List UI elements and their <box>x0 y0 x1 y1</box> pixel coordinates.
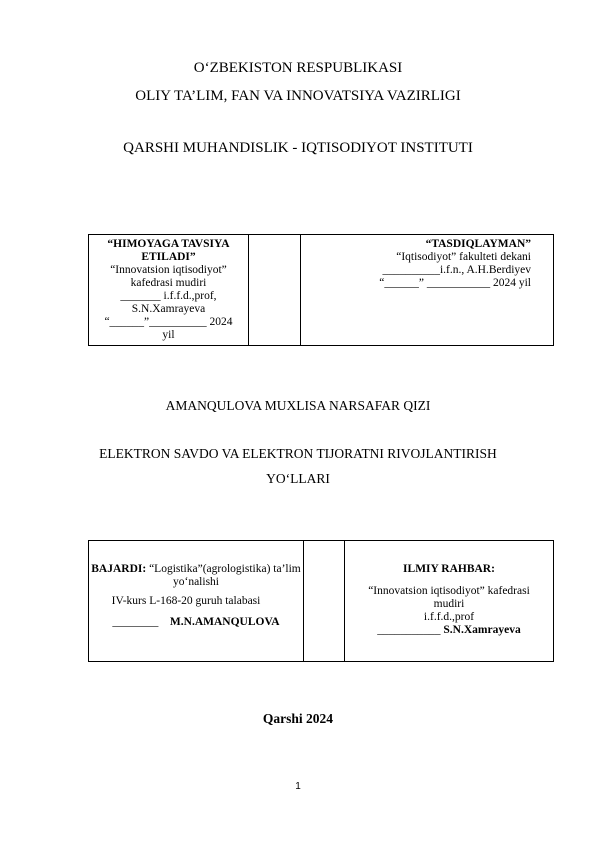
student-group: IV-kurs L-168-20 guruh talabasi <box>111 595 261 607</box>
student-signature-blank: ________ <box>112 616 159 628</box>
city-year-text: Qarshi 2024 <box>262 711 334 726</box>
student-line1 <box>89 563 303 576</box>
study-direction: “Logistika”(agrologistika) ta’lim <box>146 563 301 575</box>
supervisor-position: mudiri <box>433 598 465 610</box>
supervisor-department: “Innovatsion iqtisodiyot” kafedrasi <box>368 585 530 597</box>
supervisor-label: ILMIY RAHBAR: <box>403 563 495 575</box>
department-head-title: kafedrasi mudiri <box>130 277 207 289</box>
author-name: AMANQULOVA MUXLISA NARSAFAR QIZI <box>165 398 431 413</box>
head-degree: _______ i.f.f.d.,prof, <box>120 290 217 302</box>
student-signature-line <box>89 616 303 629</box>
student-cell <box>89 541 304 662</box>
approval-table <box>88 234 554 346</box>
supervisor-degree: i.f.f.d.,prof <box>423 611 475 623</box>
recommend-year-word: yil <box>162 329 175 341</box>
info-spacer-cell <box>304 541 345 662</box>
head-name: S.N.Xamrayeva <box>131 303 206 315</box>
dean-title: “Iqtisodiyot” fakulteti dekani <box>396 251 531 263</box>
performed-by-label: BAJARDI: <box>91 563 147 575</box>
recommend-date: “______”__________ 2024 <box>104 316 233 328</box>
approval-spacer-cell <box>249 235 301 346</box>
city-year <box>0 711 596 727</box>
approve-date: “______” ___________ 2024 yil <box>379 277 531 289</box>
study-direction-suffix: yo‘nalishi <box>173 576 219 588</box>
student-name: M.N.AMANQULOVA <box>169 616 280 628</box>
thesis-title-line2: YO‘LLARI <box>266 471 330 486</box>
approval-right-cell <box>301 235 554 346</box>
institute-heading: QARSHI MUHANDISLIK - IQTISODIYOT INSTITUTI <box>123 140 473 156</box>
department-name: “Innovatsion iqtisodiyot” <box>110 264 227 276</box>
supervisor-cell <box>345 541 554 662</box>
supervisor-signature-line <box>345 624 553 637</box>
approval-left-cell <box>89 235 249 346</box>
info-table <box>88 540 554 662</box>
recommend-title-line2: ETILADI” <box>141 251 196 263</box>
country-heading: O‘ZBEKISTON RESPUBLIKASI <box>193 60 403 76</box>
recommend-title-line1: “HIMOYAGA TAVSIYA <box>107 238 230 250</box>
dean-name: __________i.f.n., A.H.Berdiyev <box>382 264 531 276</box>
ministry-heading: OLIY TA’LIM, FAN VA INNOVATSIYA VAZIRLIGI <box>135 88 461 104</box>
page-number: 1 <box>295 781 301 792</box>
supervisor-name: S.N.Xamrayeva <box>443 624 521 636</box>
supervisor-signature-blank: ___________ <box>377 624 441 636</box>
approve-title: “TASDIQLAYMAN” <box>425 238 531 250</box>
thesis-title-line1: ELEKTRON SAVDO VA ELEKTRON TIJORATNI RIVOJLANTIRISH <box>99 446 497 461</box>
